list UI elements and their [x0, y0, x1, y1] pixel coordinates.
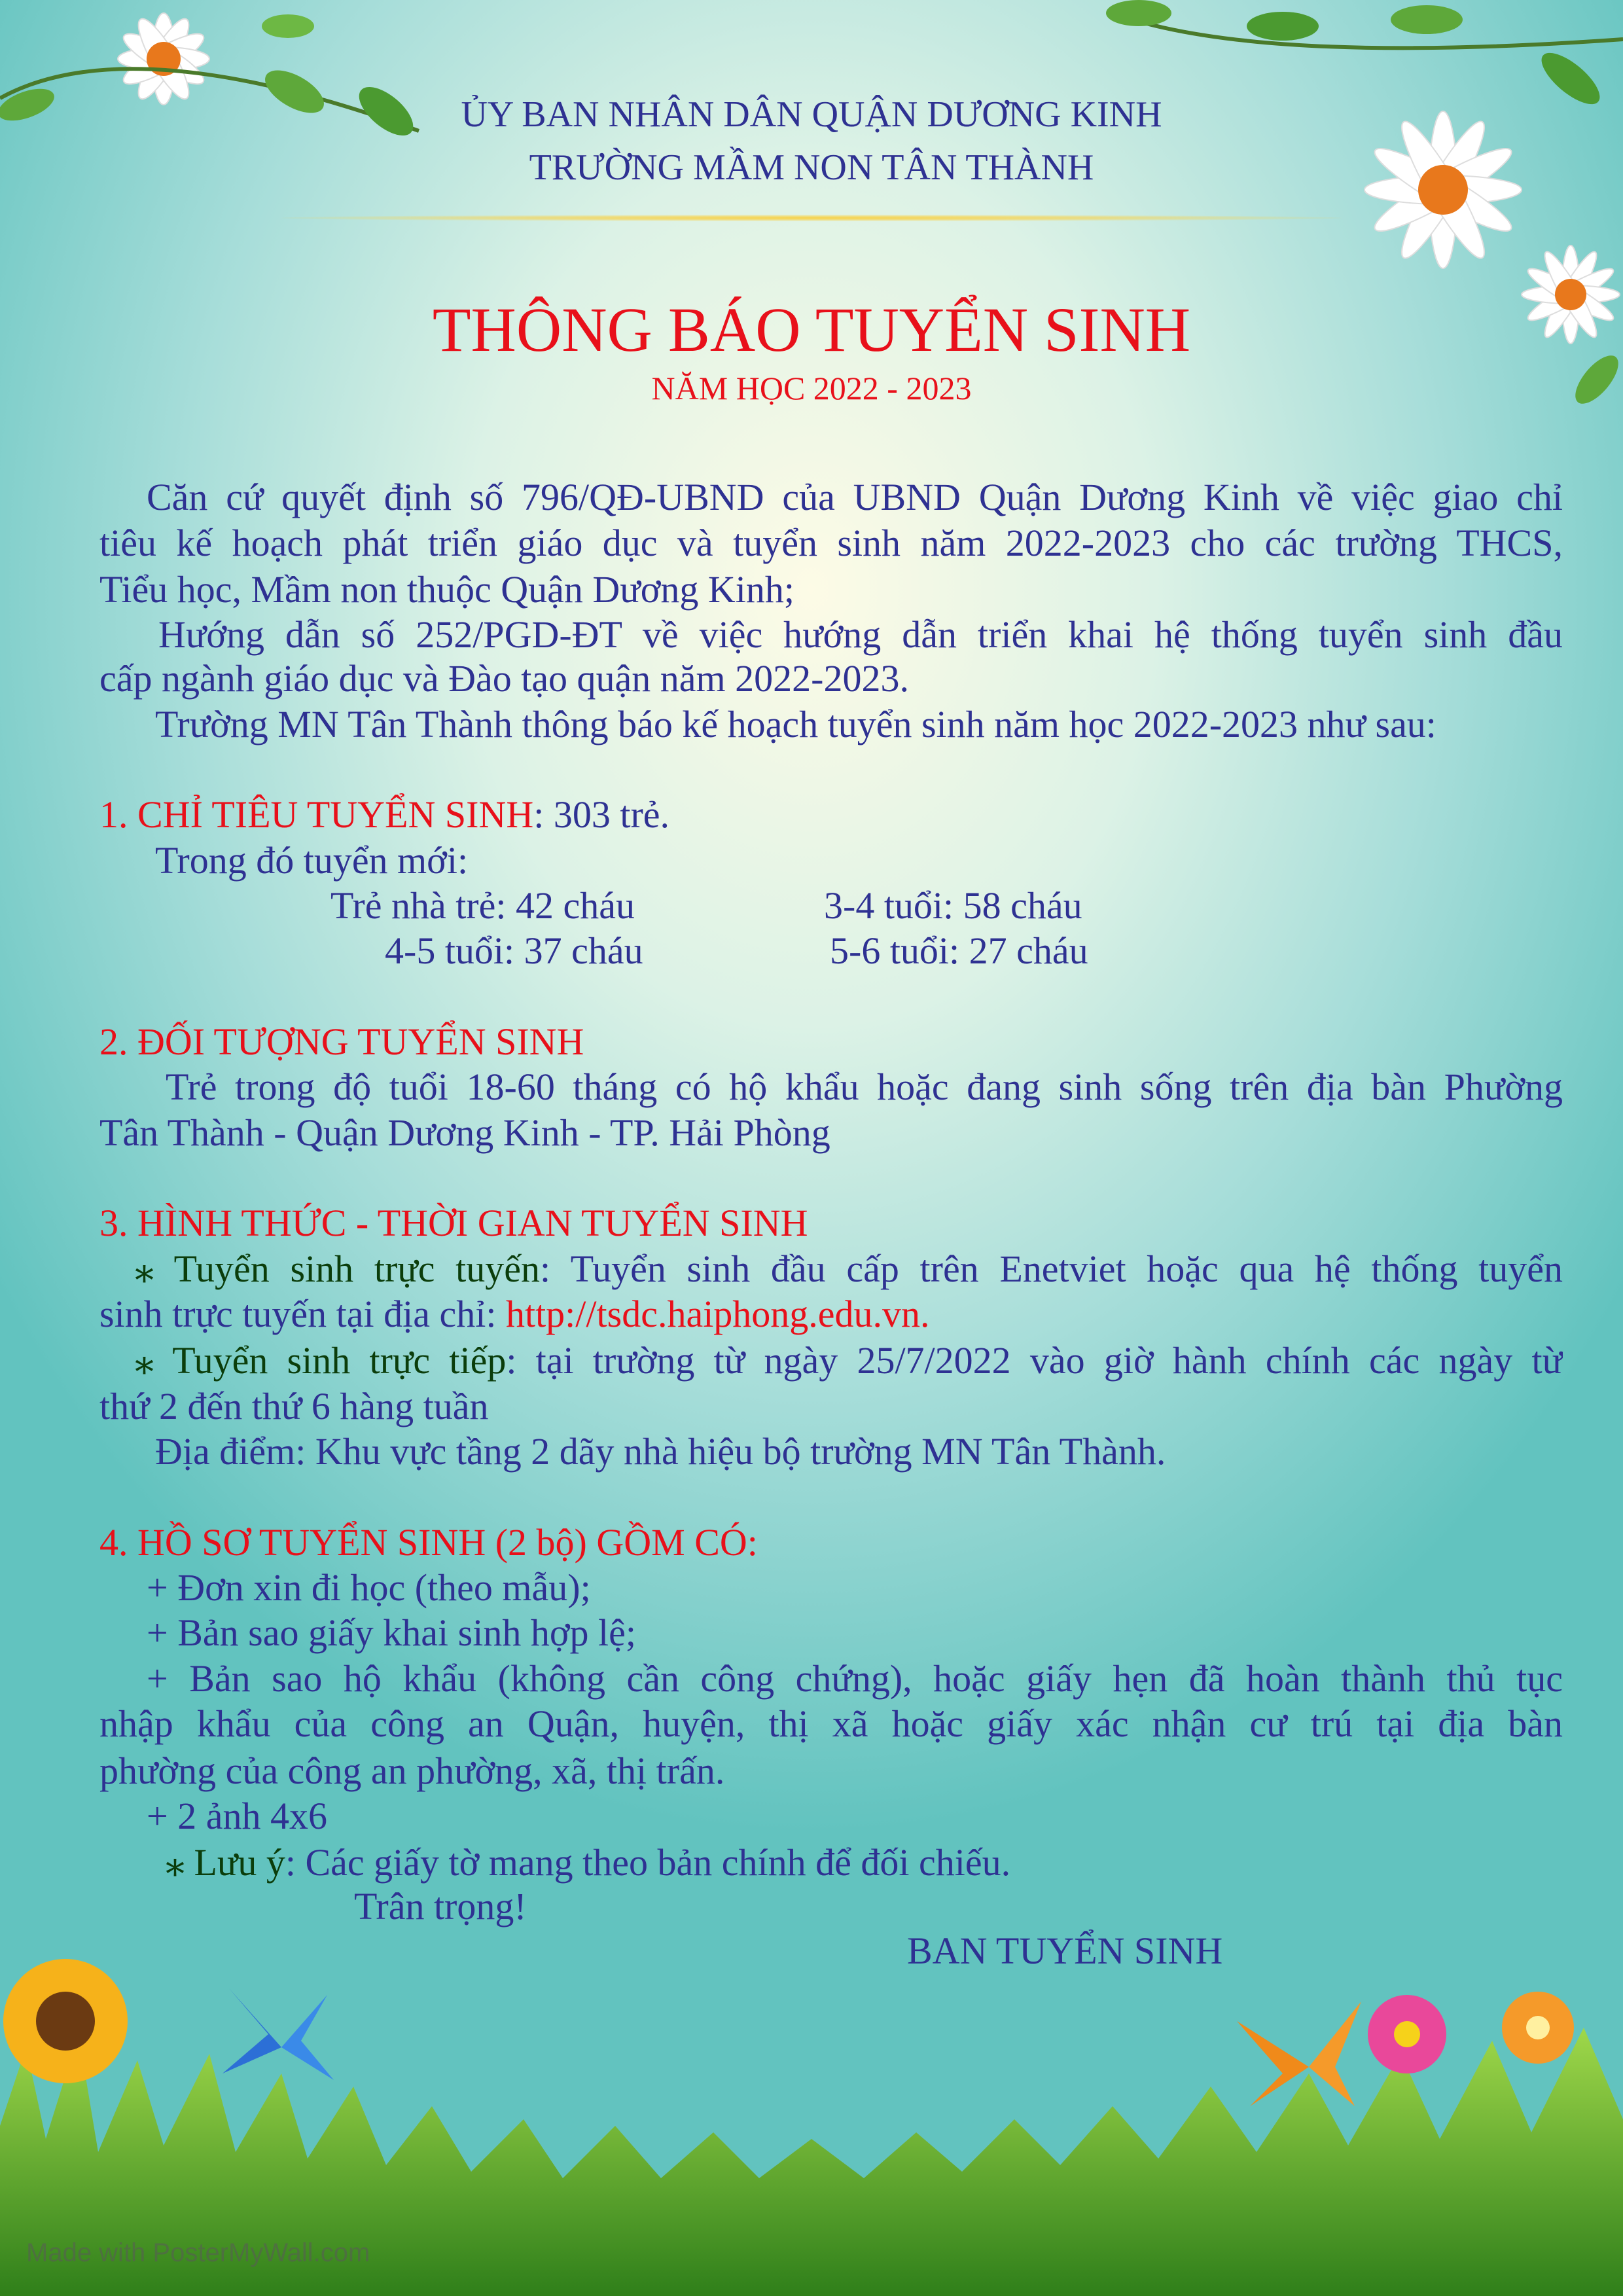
intro-paragraph-line: Hướng dẫn số 252/PGD-ĐT về việc hướng dẫn triển khai hệ thống tuyển sinh đầu — [158, 613, 1563, 656]
location-line: Địa điểm: Khu vực tầng 2 dãy nhà hiệu bộ trường MN Tân Thành. — [155, 1430, 1166, 1473]
section-heading: 2. ĐỐI TƯỢNG TUYỂN SINH — [99, 1020, 584, 1063]
online-text-cont: sinh trực tuyến tại địa chỉ: — [99, 1293, 506, 1335]
quota-item: 5-6 tuổi: 27 cháu — [830, 929, 1088, 972]
bullet-icon: ⁎ — [135, 1247, 154, 1290]
authority-name: ỦY BAN NHÂN DÂN QUẬN DƯƠNG KINH — [461, 94, 1162, 135]
page-title: THÔNG BÁO TUYỂN SINH — [432, 295, 1191, 365]
online-text: : Tuyển sinh đầu cấp trên Enetviet hoặc qua hệ thống tuyển — [539, 1247, 1563, 1290]
bullet-icon: ⁎ — [135, 1339, 154, 1382]
section-heading: 3. HÌNH THỨC - THỜI GIAN TUYỂN SINH — [99, 1202, 808, 1244]
intro-paragraph-line: Trường MN Tân Thành thông báo kế hoạch tuyển sinh năm học 2022-2023 như sau: — [155, 703, 1436, 745]
quota-item: 4-5 tuổi: 37 cháu — [385, 929, 643, 972]
section-text-line: Tân Thành - Quận Dương Kinh - TP. Hải Phòng — [99, 1111, 830, 1154]
section-heading: 4. HỒ SƠ TUYỂN SINH (2 bộ) GỒM CÓ: — [99, 1521, 758, 1564]
online-enrollment-line — [135, 1246, 1563, 1292]
intro-paragraph-line: tiêu kế hoạch phát triển giáo dục và tuyển sinh năm 2022-2023 cho các trường THCS, — [99, 522, 1563, 564]
signature: BAN TUYỂN SINH — [907, 1929, 1223, 1972]
direct-enrollment-line — [135, 1338, 1563, 1384]
direct-label: Tuyển sinh trực tiếp — [172, 1339, 507, 1382]
note-text: : Các giấy tờ mang theo bản chính để đối chiếu. — [285, 1841, 1011, 1884]
school-name: TRƯỜNG MẦM NON TÂN THÀNH — [529, 147, 1094, 188]
watermark: Made with PosterMyWall.com — [26, 2238, 370, 2267]
online-enrollment-line — [99, 1291, 930, 1337]
section-text-line: Trẻ trong độ tuổi 18-60 tháng có hộ khẩu hoặc đang sinh sống trên địa bàn Phường — [166, 1066, 1563, 1108]
direct-enrollment-line: thứ 2 đến thứ 6 hàng tuần — [99, 1385, 489, 1427]
quota-subheading: Trong đó tuyển mới: — [155, 839, 469, 882]
intro-paragraph-line: cấp ngành giáo dục và Đào tạo quận năm 2022-2023. — [99, 657, 909, 700]
document-item: + Đơn xin đi học (theo mẫu); — [147, 1566, 591, 1609]
enrollment-link[interactable]: http://tsdc.haiphong.edu.vn. — [505, 1293, 930, 1335]
section-heading: 1. CHỈ TIÊU TUYỂN SINH — [99, 793, 534, 836]
document-item: phường của công an phường, xã, thị trấn. — [99, 1749, 725, 1792]
document-item: + Bản sao giấy khai sinh hợp lệ; — [147, 1611, 636, 1654]
school-year: NĂM HỌC 2022 - 2023 — [651, 370, 972, 406]
document-item: + Bản sao hộ khẩu (không cần công chứng), hoặc giấy hẹn đã hoàn thành thủ tục — [147, 1657, 1563, 1700]
intro-paragraph-line: Căn cứ quyết định số 796/QĐ-UBND của UBND Quận Dương Kinh về việc giao chỉ — [147, 476, 1563, 518]
intro-paragraph-line: Tiểu học, Mầm non thuộc Quận Dương Kinh; — [99, 568, 795, 611]
online-label: Tuyển sinh trực tuyến — [173, 1247, 540, 1290]
quota-item: Trẻ nhà trẻ: 42 cháu — [330, 884, 635, 927]
document-item: + 2 ảnh 4x6 — [147, 1795, 327, 1837]
document-item: nhập khẩu của công an Quận, huyện, thị xã hoặc giấy xác nhận cư trú tại địa bàn — [99, 1702, 1563, 1745]
closing: Trân trọng! — [354, 1885, 527, 1928]
section-quota — [99, 792, 669, 838]
direct-text: : tại trường từ ngày 25/7/2022 vào giờ hành chính các ngày từ — [506, 1339, 1563, 1382]
quota-item: 3-4 tuổi: 58 cháu — [824, 884, 1082, 927]
quota-total: : 303 trẻ. — [533, 793, 670, 836]
header-divider-glow — [281, 215, 1342, 221]
note-label: Lưu ý — [194, 1841, 285, 1884]
bullet-icon: ⁎ — [166, 1841, 185, 1884]
note-line — [166, 1840, 1010, 1886]
